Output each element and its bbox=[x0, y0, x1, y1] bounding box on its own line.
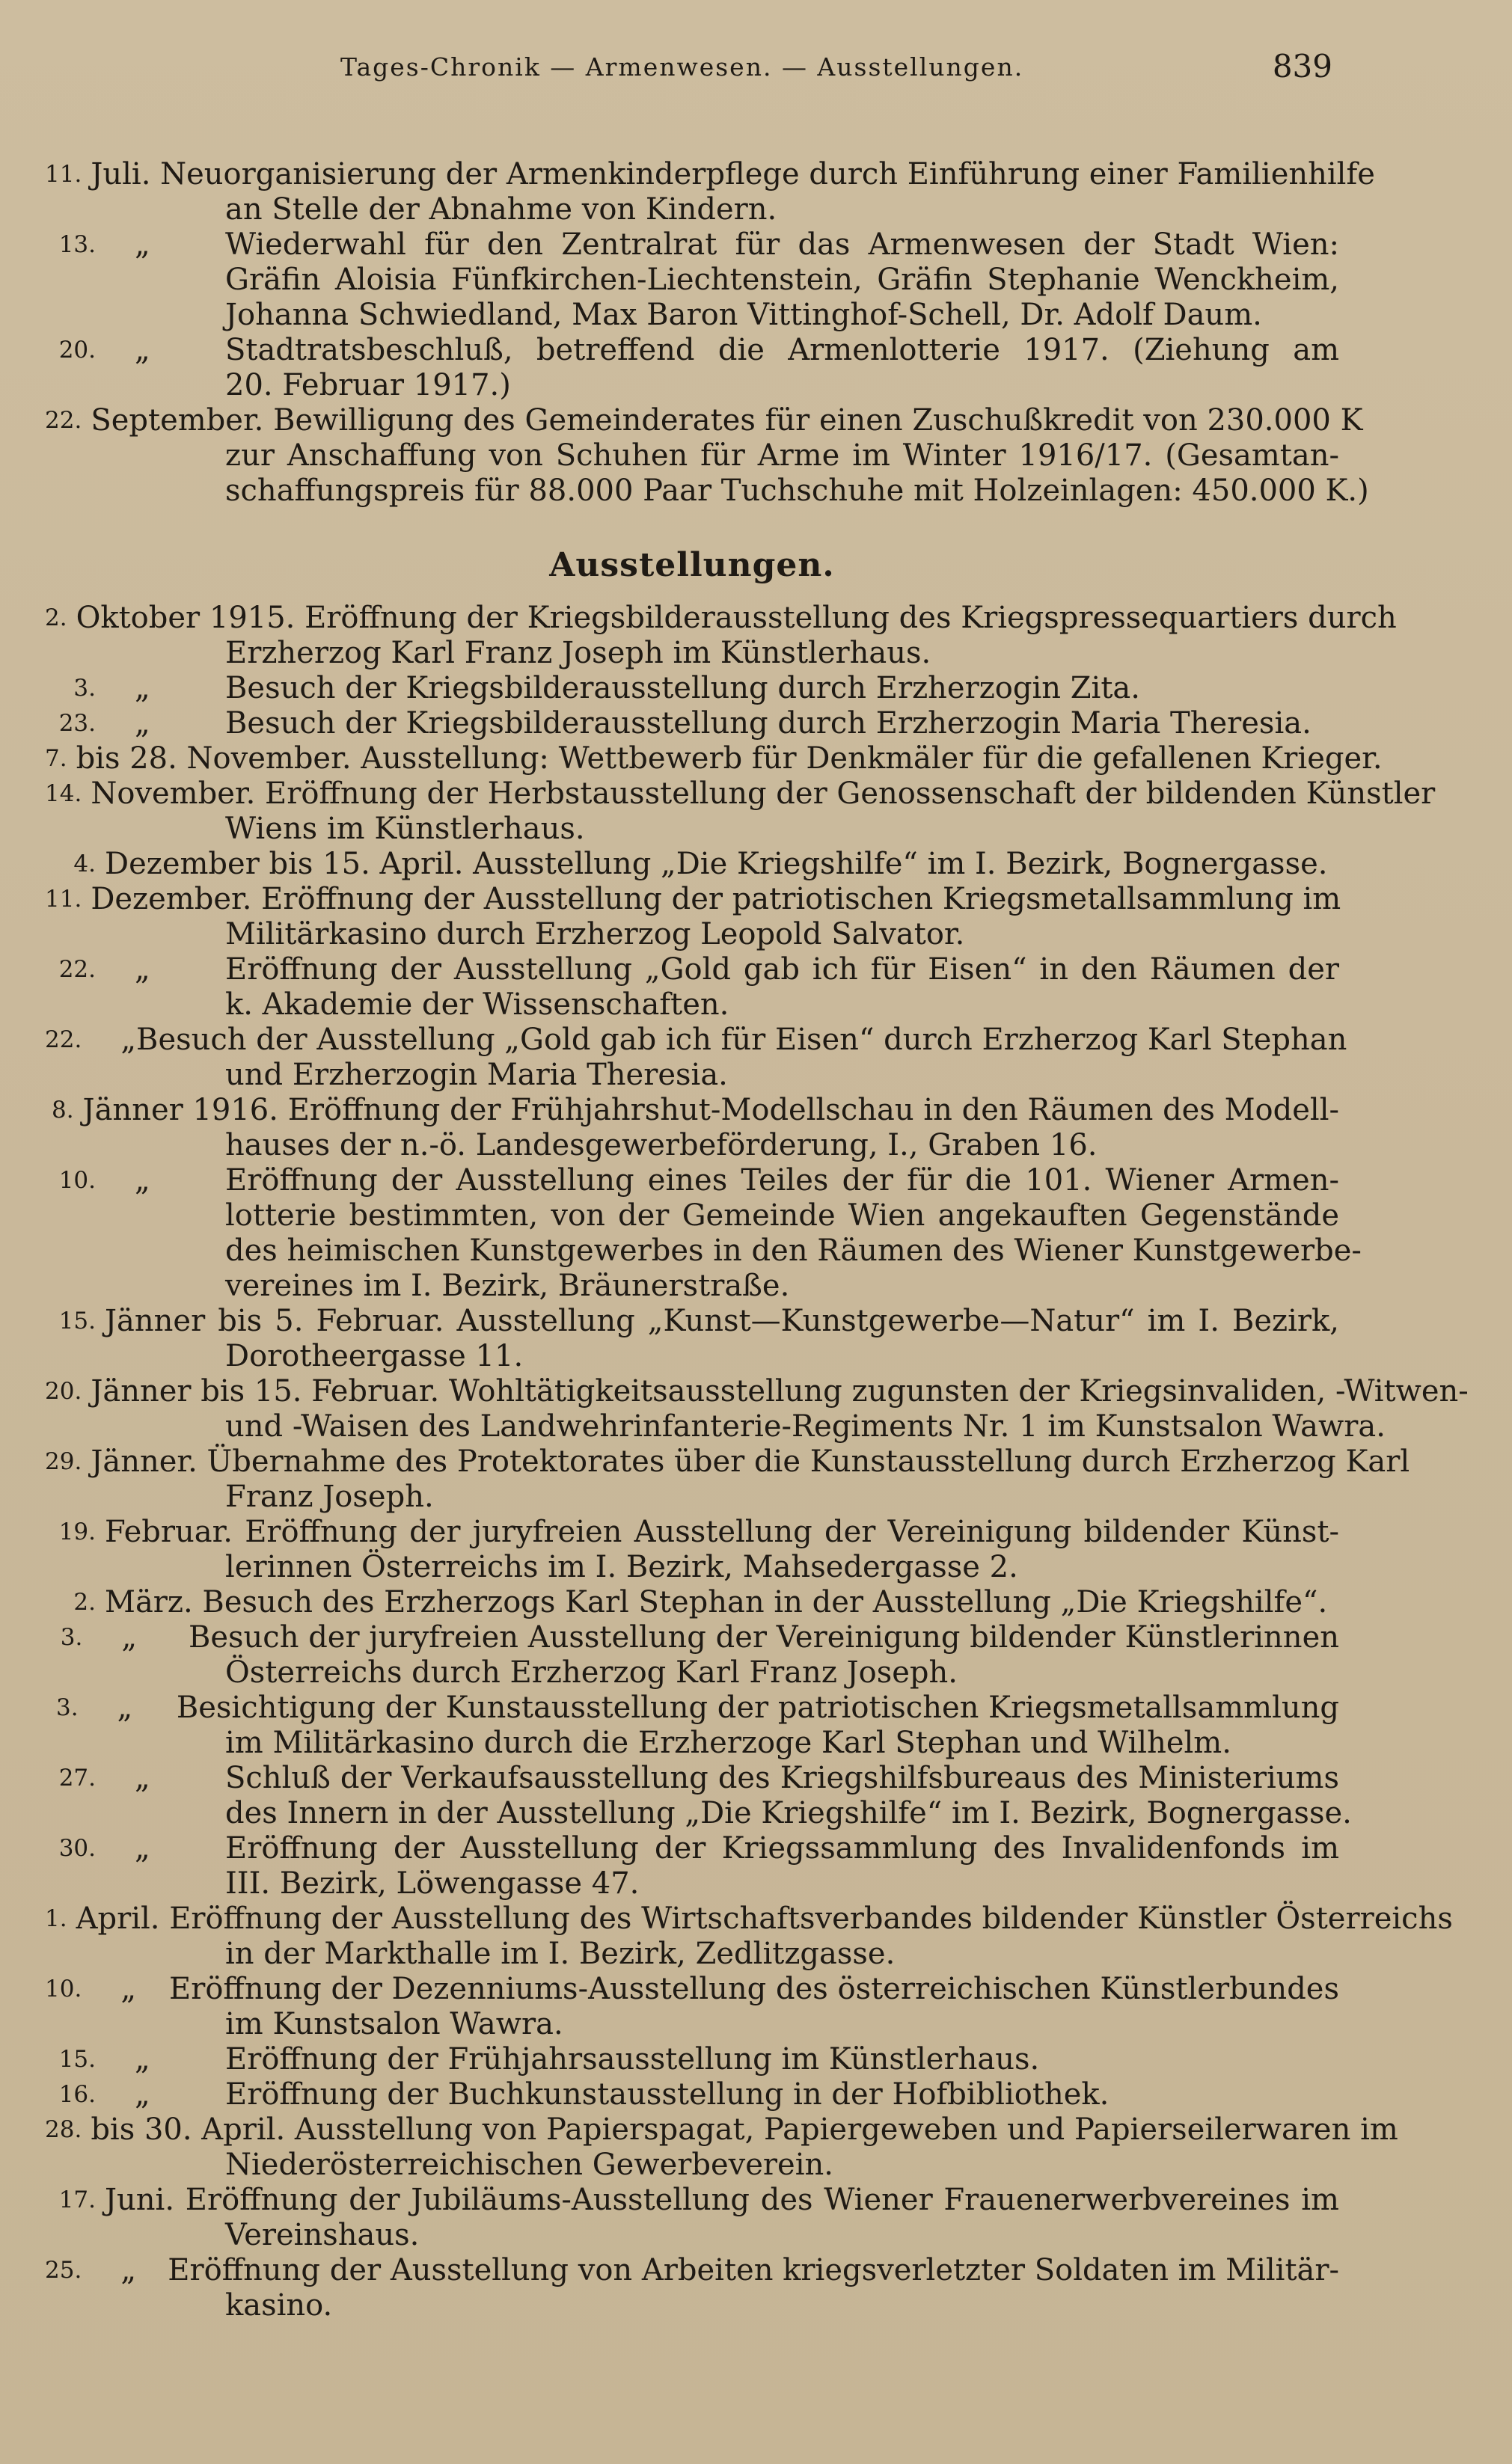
chronicle-entry bbox=[45, 2183, 1339, 2253]
entry-text: III. Bezirk, Löwengasse 47. bbox=[225, 1866, 640, 1901]
entry-day: 23. bbox=[58, 710, 96, 737]
entry-text: Jänner bis 15. Februar. Wohltätigkeitsausstellung zugunsten der Kriegsinvaliden, -Witwen- bbox=[91, 1374, 1469, 1409]
chronicle-entry bbox=[45, 1023, 1347, 1093]
entry-text: hauses der n.-ö. Landesgewerbeförderung, I., Graben 16. bbox=[225, 1128, 1098, 1162]
entry-first-line bbox=[45, 1620, 1339, 1655]
entry-text: Besuch der Ausstellung „Gold gab ich für Eisen“ durch Erzherzog Karl Stephan bbox=[136, 1023, 1347, 1057]
entry-continuation-line bbox=[45, 1796, 1352, 1831]
entry-text: k. Akademie der Wissenschaften. bbox=[225, 987, 729, 1022]
chronicle-entry bbox=[45, 601, 1397, 671]
entry-day: 22. bbox=[45, 407, 82, 434]
entry-text: Besuch der juryfreien Ausstellung der Vereinigung bildender Künstlerinnen bbox=[188, 1620, 1339, 1655]
entry-day: 2. bbox=[73, 1589, 96, 1616]
chronicle-entry bbox=[45, 1831, 1339, 1901]
entry-text: Militärkasino durch Erzherzog Leopold Salvator. bbox=[225, 917, 965, 951]
entry-day: 30. bbox=[58, 1835, 96, 1862]
entry-continuation-line bbox=[45, 812, 1339, 847]
entry-continuation-line bbox=[45, 1866, 1339, 1901]
entry-text: lerinnen Österreichs im I. Bezirk, Mahsedergasse 2. bbox=[225, 1550, 1018, 1584]
entry-first-line bbox=[45, 1901, 1453, 1937]
entry-text: Besuch der Kriegsbilderausstellung durch Erzherzogin Zita. bbox=[225, 671, 1140, 705]
entry-continuation-line bbox=[45, 1480, 1339, 1515]
entry-text: April. Eröffnung der Ausstellung des Wirtschaftsverbandes bildender Künstler Österreichs bbox=[76, 1901, 1453, 1936]
chronicle-entry bbox=[45, 1374, 1469, 1444]
ditto-mark: „ bbox=[135, 1163, 150, 1198]
ditto-mark: „ bbox=[135, 1761, 150, 1795]
page-header bbox=[0, 48, 1512, 97]
armenwesen-entries bbox=[45, 157, 1375, 509]
entry-text: November. Eröffnung der Herbstausstellung der Genossenschaft der bildenden Künstler bbox=[91, 776, 1436, 811]
chronicle-entry bbox=[45, 952, 1339, 1023]
entry-text: bis 30. April. Ausstellung von Papierspagat, Papiergeweben und Papierseilerwaren im bbox=[91, 2112, 1398, 2147]
entry-text: Eröffnung der Frühjahrsausstellung im Künstlerhaus. bbox=[225, 2042, 1040, 2077]
entry-text: Österreichs durch Erzherzog Karl Franz Joseph. bbox=[225, 1655, 958, 1690]
entry-day: 15. bbox=[58, 1308, 96, 1334]
entry-continuation-line bbox=[45, 438, 1339, 474]
entry-first-line bbox=[45, 882, 1339, 917]
entry-first-line bbox=[45, 333, 1339, 368]
entry-first-line bbox=[45, 1691, 1339, 1726]
ausstellungen-entries bbox=[45, 601, 1469, 2323]
entry-first-line bbox=[45, 2253, 1339, 2288]
entry-continuation-line bbox=[45, 1058, 1339, 1093]
chronicle-entry bbox=[45, 2042, 1339, 2077]
chronicle-entry bbox=[45, 776, 1436, 847]
chronicle-entry bbox=[45, 403, 1369, 509]
entry-text: Eröffnung der Ausstellung „Gold gab ich für Eisen“ in den Räumen der bbox=[225, 952, 1339, 987]
entry-continuation-line bbox=[45, 1937, 1339, 1972]
entry-day: 14. bbox=[45, 780, 82, 807]
entry-continuation-line bbox=[45, 1339, 1339, 1374]
entry-continuation-line bbox=[45, 2218, 1339, 2253]
entry-text: vereines im I. Bezirk, Bräunerstraße. bbox=[225, 1269, 790, 1303]
entry-continuation-line bbox=[45, 636, 1339, 671]
entry-day: 27. bbox=[58, 1765, 96, 1792]
running-title: Tages-Chronik — Armenwesen. — Ausstellungen. bbox=[340, 52, 1024, 82]
entry-day: 2. bbox=[45, 604, 67, 631]
entry-day: 13. bbox=[58, 231, 96, 258]
entry-text: 20. Februar 1917.) bbox=[225, 368, 511, 402]
ditto-mark: „ bbox=[135, 2077, 150, 2112]
entry-day: 3. bbox=[60, 1624, 83, 1651]
entry-day: 20. bbox=[58, 337, 96, 364]
entry-text: Juli. Neuorganisierung der Armenkinderpflege durch Einführung einer Familienhilfe bbox=[91, 157, 1375, 191]
entry-day: 17. bbox=[58, 2186, 96, 2213]
chronicle-entry bbox=[45, 1972, 1339, 2042]
chronicle-content bbox=[45, 157, 1469, 2323]
entry-day: 10. bbox=[58, 1167, 96, 1194]
entry-continuation-line bbox=[45, 1269, 1339, 1304]
chronicle-entry bbox=[45, 1585, 1339, 1620]
ditto-mark: „ bbox=[120, 2253, 137, 2287]
chronicle-entry bbox=[45, 847, 1339, 882]
entry-text: Juni. Eröffnung der Jubiläums-Ausstellung des Wiener Frauenerwerbvereines im bbox=[105, 2183, 1339, 2217]
entry-text: in der Markthalle im I. Bezirk, Zedlitzgasse. bbox=[225, 1937, 896, 1971]
chronicle-entry bbox=[45, 882, 1339, 952]
entry-text: Eröffnung der Buchkunstausstellung in der Hofbibliothek. bbox=[225, 2077, 1109, 2112]
entry-first-line bbox=[45, 2042, 1339, 2077]
chronicle-entry bbox=[45, 1444, 1410, 1515]
entry-continuation-line bbox=[45, 2007, 1339, 2042]
entry-text: bis 28. November. Ausstellung: Wettbewerb für Denkmäler für die gefallenen Krieger. bbox=[76, 741, 1383, 776]
ditto-mark: „ bbox=[120, 1023, 137, 1057]
chronicle-entry bbox=[45, 1093, 1339, 1163]
chronicle-entry bbox=[45, 1515, 1339, 1585]
entry-continuation-line bbox=[45, 298, 1339, 333]
entry-first-line bbox=[45, 1023, 1347, 1058]
entry-day: 25. bbox=[45, 2257, 82, 2284]
entry-continuation-line bbox=[45, 2148, 1339, 2183]
entry-day: 22. bbox=[45, 1026, 82, 1053]
entry-day: 10. bbox=[45, 1976, 82, 2002]
section-title-ausstellungen: Ausstellungen. bbox=[549, 546, 835, 584]
chronicle-entry bbox=[45, 157, 1375, 227]
entry-day: 3. bbox=[73, 675, 96, 702]
entry-first-line bbox=[45, 1515, 1339, 1550]
entry-continuation-line bbox=[45, 368, 1339, 403]
entry-first-line bbox=[45, 741, 1383, 776]
entry-continuation-line bbox=[45, 917, 1339, 952]
entry-text: September. Bewilligung des Gemeinderates für einen Zuschußkredit von 230.000 K bbox=[91, 403, 1363, 438]
entry-day: 19. bbox=[58, 1518, 96, 1545]
entry-continuation-line bbox=[45, 1655, 1339, 1691]
entry-continuation-line bbox=[45, 1198, 1339, 1233]
entry-day: 1. bbox=[45, 1905, 67, 1932]
entry-continuation-line bbox=[45, 192, 1339, 227]
ditto-mark: „ bbox=[135, 952, 150, 987]
entry-first-line bbox=[45, 1163, 1339, 1198]
entry-text: an Stelle der Abnahme von Kindern. bbox=[225, 192, 777, 227]
entry-day: 11. bbox=[45, 886, 82, 913]
entry-day: 11. bbox=[45, 161, 82, 188]
entry-continuation-line bbox=[45, 2288, 1339, 2323]
entry-continuation-line bbox=[45, 1233, 1362, 1269]
chronicle-entry bbox=[45, 706, 1339, 741]
entry-text: Besichtigung der Kunstausstellung der patriotischen Kriegsmetallsammlung bbox=[176, 1691, 1339, 1725]
entry-continuation-line bbox=[45, 263, 1339, 298]
entry-day: 4. bbox=[73, 851, 96, 877]
chronicle-entry bbox=[45, 1691, 1339, 1761]
entry-first-line bbox=[45, 2077, 1339, 2112]
entry-text: Stadtratsbeschluß, betreffend die Armenlotterie 1917. (Ziehung am bbox=[225, 333, 1339, 367]
entry-first-line bbox=[45, 157, 1375, 192]
entry-first-line bbox=[45, 2112, 1398, 2148]
entry-first-line bbox=[45, 2183, 1339, 2218]
ditto-mark: „ bbox=[120, 1972, 137, 2006]
entry-first-line bbox=[45, 1304, 1339, 1339]
entry-text: Johanna Schwiedland, Max Baron Vittinghof-Schell, Dr. Adolf Daum. bbox=[225, 298, 1262, 332]
chronicle-entry bbox=[45, 1901, 1453, 1972]
entry-day: 15. bbox=[58, 2046, 96, 2073]
entry-text: Jänner bis 5. Februar. Ausstellung „Kunst—Kunstgewerbe—Natur“ im I. Bezirk, bbox=[105, 1304, 1339, 1338]
chronicle-entry bbox=[45, 741, 1383, 776]
chronicle-entry bbox=[45, 227, 1339, 333]
entry-day: 16. bbox=[58, 2081, 96, 2108]
ditto-mark: „ bbox=[135, 706, 150, 741]
entry-day: 8. bbox=[51, 1097, 74, 1124]
chronicle-entry bbox=[45, 1620, 1339, 1691]
entry-text: Vereinshaus. bbox=[225, 2218, 420, 2252]
entry-text: im Kunstsalon Wawra. bbox=[225, 2007, 563, 2041]
entry-text: Niederösterreichischen Gewerbeverein. bbox=[225, 2148, 833, 2182]
chronicle-entry bbox=[45, 2077, 1339, 2112]
entry-day: 20. bbox=[45, 1378, 82, 1405]
entry-text: lotterie bestimmten, von der Gemeinde Wien angekauften Gegenstände bbox=[225, 1198, 1339, 1233]
entry-continuation-line bbox=[45, 1726, 1339, 1761]
entry-text: Februar. Eröffnung der juryfreien Ausstellung der Vereinigung bildender Künst- bbox=[105, 1515, 1339, 1549]
entry-day: 22. bbox=[58, 956, 96, 983]
entry-first-line bbox=[45, 847, 1339, 882]
entry-continuation-line bbox=[45, 987, 1339, 1023]
entry-day: 7. bbox=[45, 745, 67, 772]
entry-first-line bbox=[45, 776, 1436, 812]
entry-text: Dezember. Eröffnung der Ausstellung der patriotischen Kriegsmetallsammlung im bbox=[91, 882, 1341, 916]
entry-first-line bbox=[45, 706, 1339, 741]
entry-day: 28. bbox=[45, 2116, 82, 2143]
entry-text: und Erzherzogin Maria Theresia. bbox=[225, 1058, 728, 1092]
ditto-mark: „ bbox=[117, 1691, 133, 1725]
entry-first-line bbox=[45, 1444, 1410, 1480]
entry-first-line bbox=[45, 1831, 1339, 1866]
entry-first-line bbox=[45, 1093, 1339, 1128]
ditto-mark: „ bbox=[135, 1831, 150, 1866]
entry-day: 29. bbox=[45, 1448, 82, 1475]
entry-text: Eröffnung der Ausstellung eines Teiles der für die 101. Wiener Armen- bbox=[225, 1163, 1339, 1198]
entry-text: März. Besuch des Erzherzogs Karl Stephan in der Ausstellung „Die Kriegshilfe“. bbox=[105, 1585, 1328, 1619]
entry-text: Oktober 1915. Eröffnung der Kriegsbilderausstellung des Kriegspressequartiers durch bbox=[76, 601, 1397, 635]
entry-text: Wiens im Künstlerhaus. bbox=[225, 812, 585, 846]
entry-text: Eröffnung der Ausstellung der Kriegssammlung des Invalidenfonds im bbox=[225, 1831, 1339, 1866]
page-number: 839 bbox=[1272, 48, 1332, 85]
entry-text: Jänner 1916. Eröffnung der Frühjahrshut-Modellschau in den Räumen des Modell- bbox=[82, 1093, 1339, 1127]
entry-text: und -Waisen des Landwehrinfanterie-Regiments Nr. 1 im Kunstsalon Wawra. bbox=[225, 1409, 1386, 1444]
entry-text: kasino. bbox=[225, 2288, 333, 2323]
chronicle-entry bbox=[45, 333, 1339, 403]
ditto-mark: „ bbox=[135, 671, 150, 705]
entry-text: Dezember bis 15. April. Ausstellung „Die Kriegshilfe“ im I. Bezirk, Bognergasse. bbox=[105, 847, 1328, 881]
entry-first-line bbox=[45, 1761, 1339, 1796]
chronicle-entry bbox=[45, 1304, 1339, 1374]
entry-text: zur Anschaffung von Schuhen für Arme im Winter 1916/17. (Gesamtan- bbox=[225, 438, 1339, 473]
entry-text: Schluß der Verkaufsausstellung des Kriegshilfsbureaus des Ministeriums bbox=[225, 1761, 1339, 1795]
ditto-mark: „ bbox=[135, 333, 150, 367]
ditto-mark: „ bbox=[121, 1620, 138, 1655]
entry-continuation-line bbox=[45, 1128, 1339, 1163]
entry-text: Jänner. Übernahme des Protektorates über die Kunstausstellung durch Erzherzog Karl bbox=[91, 1444, 1410, 1479]
entry-day: 3. bbox=[55, 1694, 79, 1721]
ditto-mark: „ bbox=[135, 2042, 150, 2077]
entry-text: schaffungspreis für 88.000 Paar Tuchschuhe mit Holzeinlagen: 450.000 K.) bbox=[225, 474, 1369, 508]
entry-continuation-line bbox=[45, 474, 1369, 509]
entry-first-line bbox=[45, 1585, 1339, 1620]
entry-text: Eröffnung der Dezenniums-Ausstellung des österreichischen Künstlerbundes bbox=[169, 1972, 1339, 2006]
entry-first-line bbox=[45, 601, 1397, 636]
entry-continuation-line bbox=[45, 1409, 1386, 1444]
entry-text: des Innern in der Ausstellung „Die Kriegshilfe“ im I. Bezirk, Bognergasse. bbox=[225, 1796, 1352, 1830]
entry-text: Franz Joseph. bbox=[225, 1480, 434, 1514]
entry-text: Erzherzog Karl Franz Joseph im Künstlerhaus. bbox=[225, 636, 931, 670]
entry-first-line bbox=[45, 403, 1363, 438]
chronicle-entry bbox=[45, 671, 1339, 706]
chronicle-entry bbox=[45, 1761, 1352, 1831]
entry-text: im Militärkasino durch die Erzherzoge Karl Stephan und Wilhelm. bbox=[225, 1726, 1231, 1760]
entry-text: Eröffnung der Ausstellung von Arbeiten kriegsverletzter Soldaten im Militär- bbox=[168, 2253, 1339, 2287]
ditto-mark: „ bbox=[135, 227, 150, 262]
chronicle-entry bbox=[45, 1163, 1362, 1304]
entry-text: Wiederwahl für den Zentralrat für das Armenwesen der Stadt Wien: bbox=[225, 227, 1339, 262]
entry-first-line bbox=[45, 952, 1339, 987]
entry-text: Besuch der Kriegsbilderausstellung durch Erzherzogin Maria Theresia. bbox=[225, 706, 1311, 741]
entry-text: Dorotheergasse 11. bbox=[225, 1339, 524, 1373]
entry-text: Gräfin Aloisia Fünfkirchen-Liechtenstein, Gräfin Stephanie Wenckheim, bbox=[225, 263, 1339, 297]
chronicle-entry bbox=[45, 2112, 1398, 2183]
entry-continuation-line bbox=[45, 1550, 1339, 1585]
entry-first-line bbox=[45, 227, 1339, 263]
entry-first-line bbox=[45, 1374, 1469, 1409]
entry-first-line bbox=[45, 671, 1339, 706]
entry-text: des heimischen Kunstgewerbes in den Räumen des Wiener Kunstgewerbe- bbox=[225, 1233, 1362, 1268]
chronicle-entry bbox=[45, 2253, 1339, 2323]
entry-first-line bbox=[45, 1972, 1339, 2007]
